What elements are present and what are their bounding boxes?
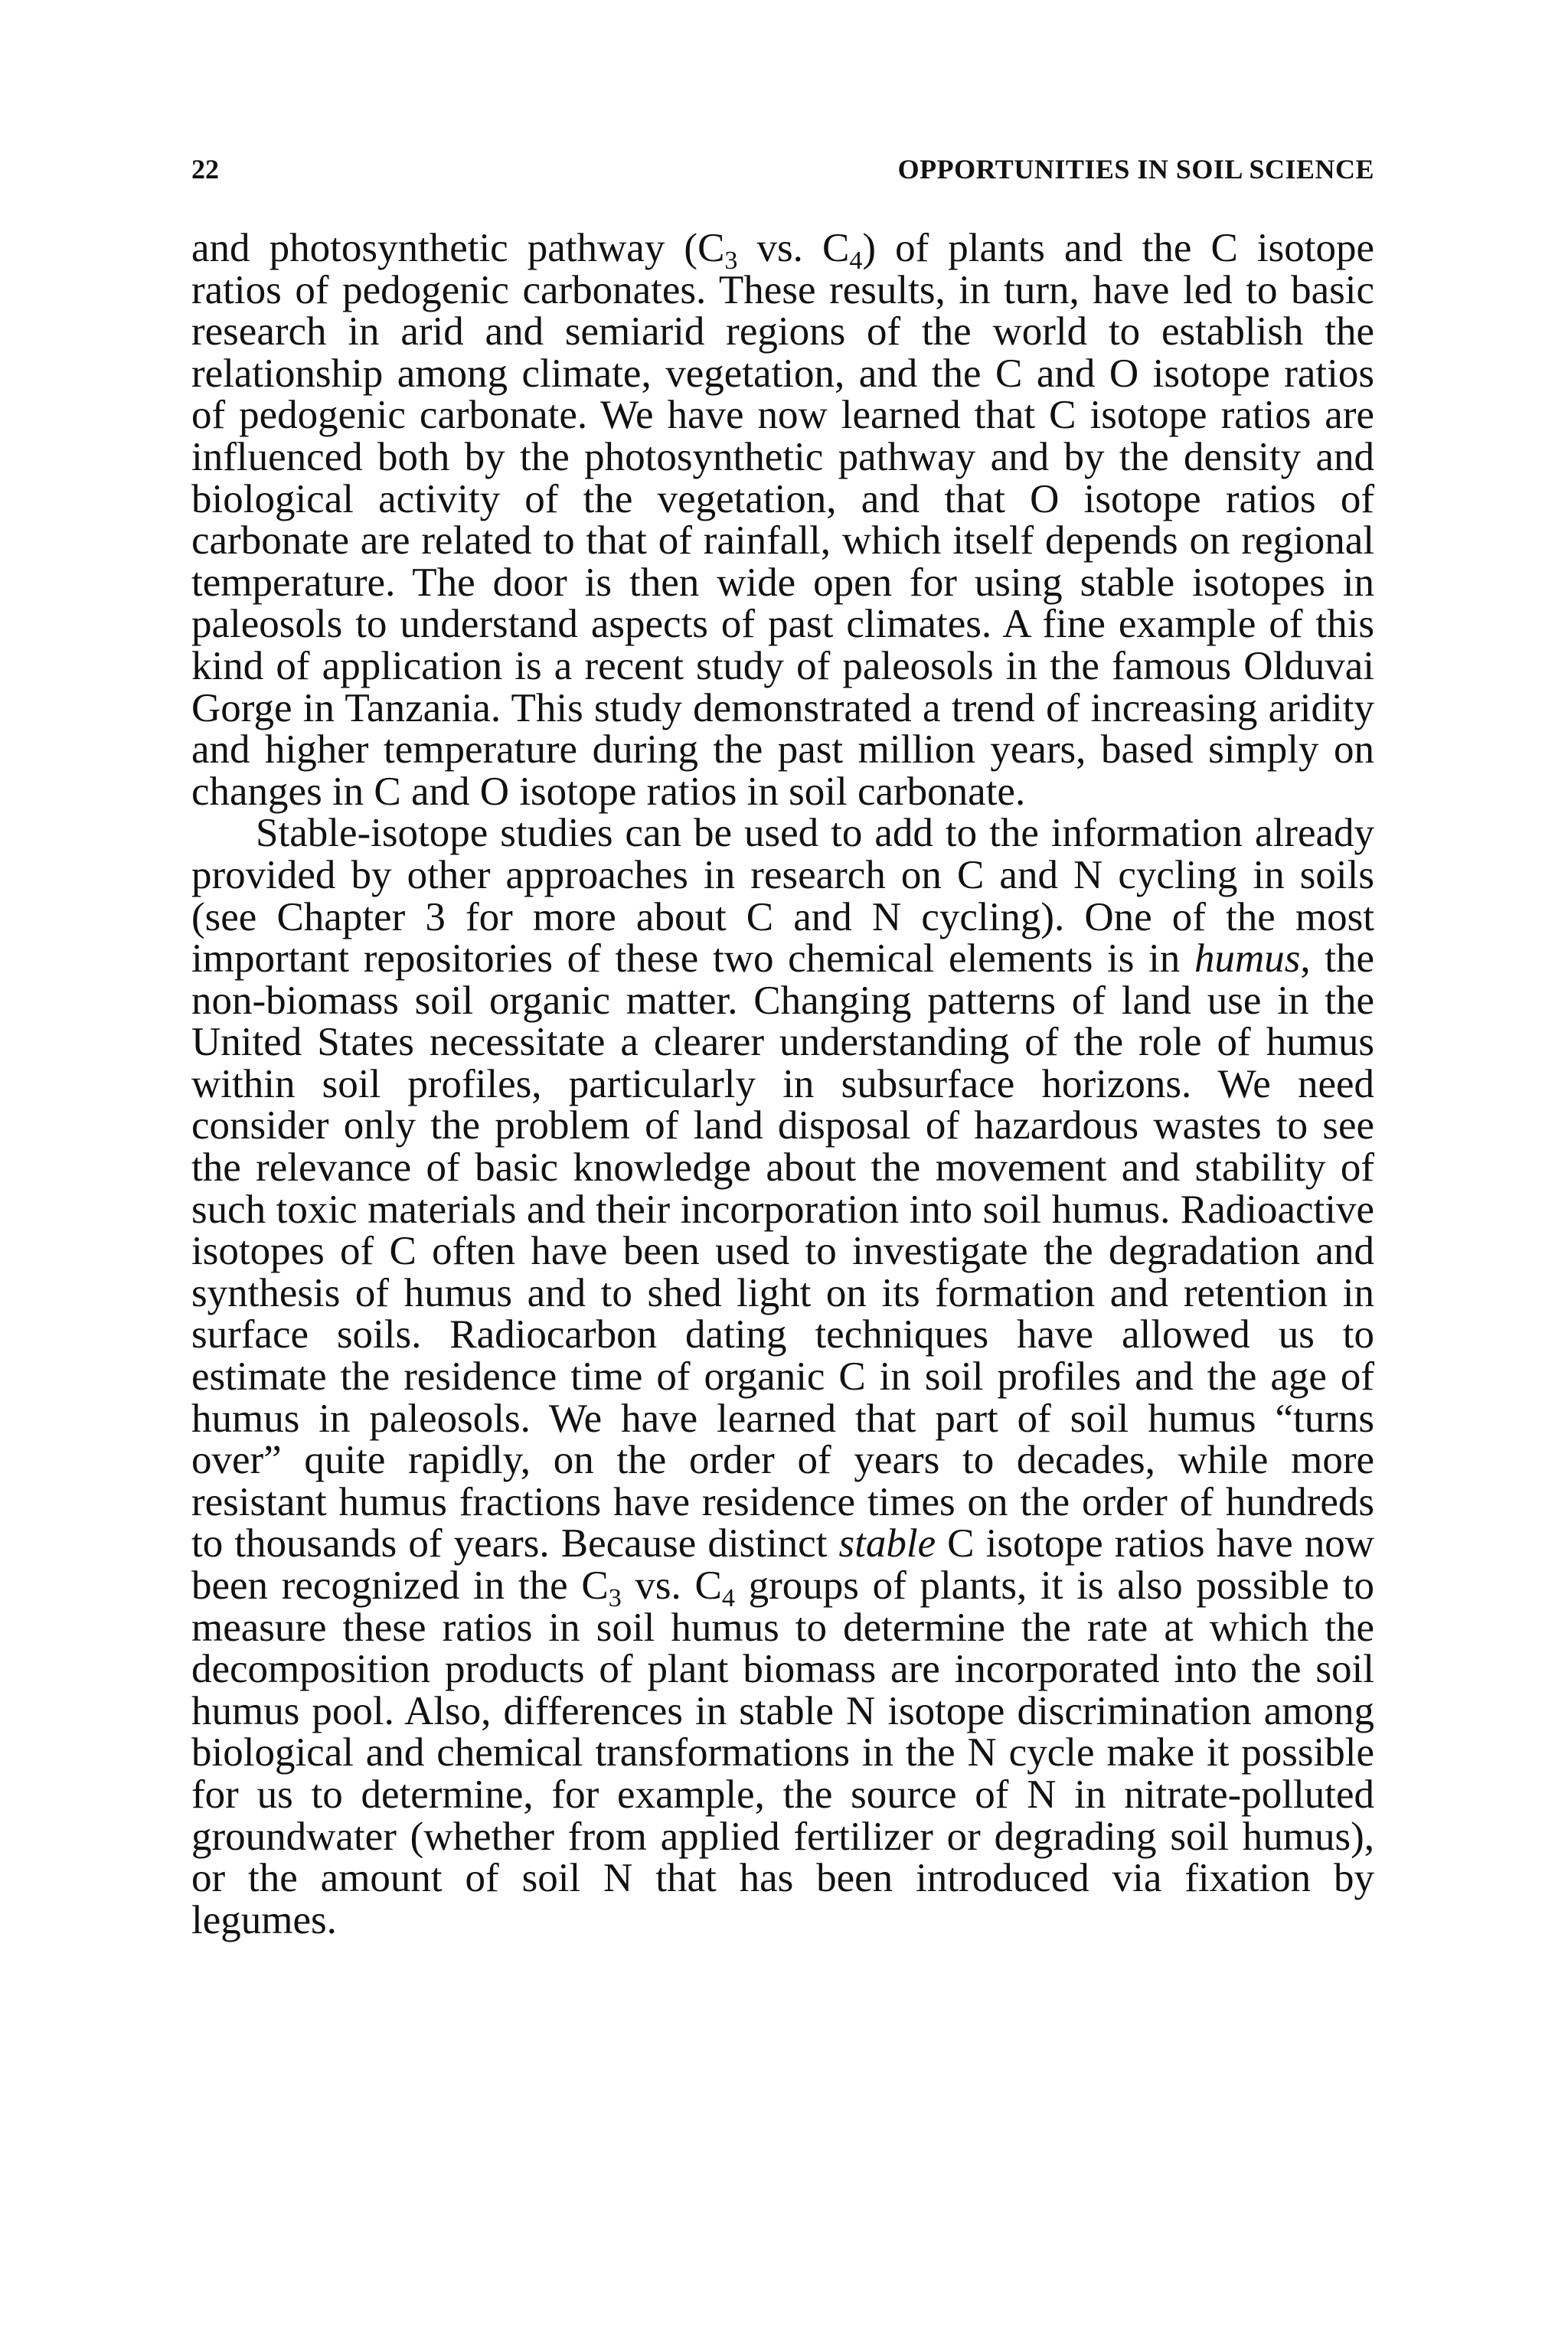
text-run: and photosynthetic pathway (C xyxy=(191,226,725,270)
paragraph-1 xyxy=(191,227,1374,812)
text-run: groups of plants, it is also possible to measure these ratios in soil humus to determine the rate at which the decomposition products of plant biomass are incorporated into the soil humus pool. Also, differences in stable N isotope discrimination among biological and chemical transformations in the N cycle make it possible for us to determine, for example, the source of N in nitrate-polluted groundwater (whether from applied fertilizer or degrading soil humus), or the amount of soil N that has been introduced via fixation by legumes. xyxy=(191,1563,1375,1942)
page-number: 22 xyxy=(191,154,219,185)
running-title: OPPORTUNITIES IN SOIL SCIENCE xyxy=(897,154,1374,185)
text-run: C isotope ratios have now been recognized in the C xyxy=(191,1521,1374,1608)
italic-term-humus: humus xyxy=(1194,936,1301,982)
text-run: Stable-isotope studies can be used to add to the information already provided by other approaches in research on C and N cycling in soils (see Chapter 3 for more about C and N cycling). One of the most important repositories of these two chemical elements is in xyxy=(191,811,1374,982)
paragraph-2 xyxy=(191,812,1374,1941)
subscript: 4 xyxy=(721,1584,735,1612)
text-run: vs. C xyxy=(621,1563,722,1608)
subscript: 4 xyxy=(849,247,863,275)
subscript: 3 xyxy=(608,1584,622,1612)
italic-term-stable: stable xyxy=(838,1521,936,1566)
text-run: vs. C xyxy=(737,226,850,270)
running-head xyxy=(191,153,1374,191)
body-text xyxy=(191,227,1374,1941)
text-run: , the non-biomass soil organic matter. Changing patterns of land use in the United States necessitate a clearer understanding of the role of humus within soil profiles, particularly in subsurface horizons. We need consider only the problem of land disposal of hazardous wastes to see the relevance of basic knowledge about the movement and stability of such toxic materials and their incorporation into soil humus. Radioactive isotopes of C often have been used to investigate the degradation and synthesis of humus and to shed light on its formation and retention in surface soils. Radiocarbon dating techniques have allowed us to estimate the residence time of organic C in soil profiles and the age of humus in paleosols. We have learned that part of soil humus “turns over” quite rapidly, on the order of years to decades, while more resistant humus fractions have residence times on the order of hundreds to thousands of years. Because distinct xyxy=(191,936,1374,1566)
text-run: ) of plants and the C isotope ratios of pedogenic carbonates. These results, in turn, have led to basic research in arid and semiarid regions of the world to establish the relationship among climate, vegetation, and the C and O isotope ratios of pedogenic carbonate. We have now learned that C isotope ratios are influenced both by the photosynthetic pathway and by the density and biological activity of the vegetation, and that O isotope ratios of carbonate are related to that of rainfall, which itself depends on regional temperature. The door is then wide open for using stable isotopes in paleosols to understand aspects of past climates. A fine example of this kind of application is a recent study of paleosols in the famous Olduvai Gorge in Tanzania. This study demonstrated a trend of increasing aridity and higher temperature during the past million years, based simply on changes in C and O isotope ratios in soil carbonate. xyxy=(191,226,1374,814)
subscript: 3 xyxy=(724,247,738,275)
